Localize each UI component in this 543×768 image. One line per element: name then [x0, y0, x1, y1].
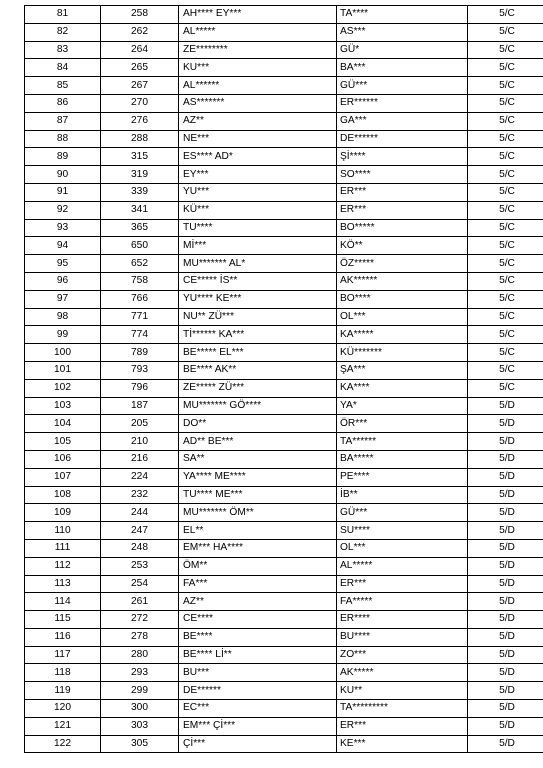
class-cell: 5/C: [468, 219, 543, 237]
table-row: [25, 130, 543, 148]
student-number-cell: 789: [101, 344, 179, 362]
row-number-cell: 98: [25, 308, 101, 326]
last-name-cell: YA*: [337, 397, 468, 415]
last-name-cell: PE****: [337, 468, 468, 486]
row-number-cell: 118: [25, 664, 101, 682]
class-cell: 5/D: [468, 468, 543, 486]
first-name-cell: CE****: [179, 611, 337, 629]
last-name-cell: GA***: [337, 112, 468, 130]
row-number-cell: 106: [25, 450, 101, 468]
class-cell: 5/C: [468, 148, 543, 166]
last-name-cell: ER***: [337, 201, 468, 219]
row-number-cell: 94: [25, 237, 101, 255]
student-number-cell: 771: [101, 308, 179, 326]
row-number-cell: 115: [25, 611, 101, 629]
student-number-cell: 267: [101, 77, 179, 95]
last-name-cell: SU****: [337, 522, 468, 540]
last-name-cell: FA*****: [337, 593, 468, 611]
last-name-cell: Şİ****: [337, 148, 468, 166]
student-number-cell: 280: [101, 646, 179, 664]
row-number-cell: 81: [25, 6, 101, 24]
table-row: [25, 700, 543, 718]
table-row: [25, 201, 543, 219]
first-name-cell: ES**** AD*: [179, 148, 337, 166]
student-number-cell: 758: [101, 272, 179, 290]
last-name-cell: BU****: [337, 628, 468, 646]
student-number-cell: 319: [101, 166, 179, 184]
student-number-cell: 264: [101, 41, 179, 59]
first-name-cell: EM*** Çİ***: [179, 717, 337, 735]
last-name-cell: GÜ***: [337, 504, 468, 522]
student-number-cell: 254: [101, 575, 179, 593]
last-name-cell: KÜ*******: [337, 344, 468, 362]
last-name-cell: AS***: [337, 23, 468, 41]
class-cell: 5/C: [468, 201, 543, 219]
last-name-cell: ZO***: [337, 646, 468, 664]
class-cell: 5/C: [468, 166, 543, 184]
table-row: [25, 611, 543, 629]
row-number-cell: 111: [25, 539, 101, 557]
student-number-cell: 258: [101, 6, 179, 24]
row-number-cell: 105: [25, 433, 101, 451]
last-name-cell: OL***: [337, 539, 468, 557]
first-name-cell: EL**: [179, 522, 337, 540]
student-number-cell: 341: [101, 201, 179, 219]
class-cell: 5/C: [468, 59, 543, 77]
table-row: [25, 575, 543, 593]
first-name-cell: YU**** KE***: [179, 290, 337, 308]
class-cell: 5/D: [468, 664, 543, 682]
last-name-cell: KU**: [337, 682, 468, 700]
class-cell: 5/C: [468, 361, 543, 379]
row-number-cell: 121: [25, 717, 101, 735]
student-number-cell: 766: [101, 290, 179, 308]
student-number-cell: 650: [101, 237, 179, 255]
student-number-cell: 303: [101, 717, 179, 735]
student-number-cell: 187: [101, 397, 179, 415]
class-cell: 5/C: [468, 130, 543, 148]
student-number-cell: 216: [101, 450, 179, 468]
first-name-cell: Çİ***: [179, 735, 337, 753]
class-cell: 5/C: [468, 237, 543, 255]
table-row: [25, 272, 543, 290]
last-name-cell: ÖR***: [337, 415, 468, 433]
first-name-cell: EM*** HA****: [179, 539, 337, 557]
table-row: [25, 94, 543, 112]
student-number-cell: 300: [101, 700, 179, 718]
table-row: [25, 237, 543, 255]
row-number-cell: 117: [25, 646, 101, 664]
class-cell: 5/C: [468, 23, 543, 41]
last-name-cell: GÜ*: [337, 41, 468, 59]
table-row: [25, 522, 543, 540]
class-cell: 5/D: [468, 504, 543, 522]
student-number-cell: 774: [101, 326, 179, 344]
class-cell: 5/D: [468, 539, 543, 557]
class-cell: 5/C: [468, 112, 543, 130]
last-name-cell: ER***: [337, 575, 468, 593]
table-row: [25, 539, 543, 557]
last-name-cell: AK******: [337, 272, 468, 290]
row-number-cell: 114: [25, 593, 101, 611]
table-row: [25, 450, 543, 468]
row-number-cell: 87: [25, 112, 101, 130]
table-row: [25, 6, 543, 24]
first-name-cell: EY***: [179, 166, 337, 184]
row-number-cell: 103: [25, 397, 101, 415]
first-name-cell: YU***: [179, 183, 337, 201]
class-cell: 5/D: [468, 433, 543, 451]
table-row: [25, 717, 543, 735]
row-number-cell: 99: [25, 326, 101, 344]
table-row: [25, 344, 543, 362]
row-number-cell: 85: [25, 77, 101, 95]
table-row: [25, 166, 543, 184]
last-name-cell: DE******: [337, 130, 468, 148]
table-row: [25, 23, 543, 41]
row-number-cell: 96: [25, 272, 101, 290]
class-cell: 5/D: [468, 415, 543, 433]
class-cell: 5/C: [468, 255, 543, 273]
table-row: [25, 290, 543, 308]
table-row: [25, 148, 543, 166]
class-cell: 5/C: [468, 308, 543, 326]
class-cell: 5/D: [468, 682, 543, 700]
student-number-cell: 253: [101, 557, 179, 575]
student-number-cell: 244: [101, 504, 179, 522]
class-cell: 5/D: [468, 593, 543, 611]
first-name-cell: EC***: [179, 700, 337, 718]
last-name-cell: ER******: [337, 94, 468, 112]
row-number-cell: 90: [25, 166, 101, 184]
first-name-cell: AL******: [179, 77, 337, 95]
row-number-cell: 108: [25, 486, 101, 504]
student-number-cell: 232: [101, 486, 179, 504]
student-number-cell: 262: [101, 23, 179, 41]
last-name-cell: KA****: [337, 379, 468, 397]
table-row: [25, 308, 543, 326]
student-number-cell: 293: [101, 664, 179, 682]
table-row: [25, 486, 543, 504]
table-row: [25, 646, 543, 664]
last-name-cell: TA****: [337, 6, 468, 24]
class-cell: 5/D: [468, 397, 543, 415]
table-row: [25, 593, 543, 611]
first-name-cell: AS*******: [179, 94, 337, 112]
first-name-cell: YA**** ME****: [179, 468, 337, 486]
student-number-cell: 652: [101, 255, 179, 273]
last-name-cell: SO****: [337, 166, 468, 184]
table-row: [25, 397, 543, 415]
row-number-cell: 120: [25, 700, 101, 718]
first-name-cell: DE******: [179, 682, 337, 700]
last-name-cell: BO****: [337, 290, 468, 308]
table-row: [25, 183, 543, 201]
class-cell: 5/D: [468, 486, 543, 504]
table-row: [25, 326, 543, 344]
first-name-cell: Mİ***: [179, 237, 337, 255]
row-number-cell: 91: [25, 183, 101, 201]
row-number-cell: 112: [25, 557, 101, 575]
first-name-cell: AH**** EY***: [179, 6, 337, 24]
student-number-cell: 278: [101, 628, 179, 646]
row-number-cell: 92: [25, 201, 101, 219]
class-cell: 5/D: [468, 611, 543, 629]
row-number-cell: 83: [25, 41, 101, 59]
table-row: [25, 735, 543, 753]
last-name-cell: KE***: [337, 735, 468, 753]
row-number-cell: 119: [25, 682, 101, 700]
class-cell: 5/D: [468, 628, 543, 646]
last-name-cell: KÖ**: [337, 237, 468, 255]
row-number-cell: 88: [25, 130, 101, 148]
row-number-cell: 100: [25, 344, 101, 362]
first-name-cell: BE***** EL***: [179, 344, 337, 362]
first-name-cell: FA***: [179, 575, 337, 593]
first-name-cell: MU******* GÖ****: [179, 397, 337, 415]
student-number-cell: 339: [101, 183, 179, 201]
student-number-cell: 793: [101, 361, 179, 379]
last-name-cell: ER***: [337, 717, 468, 735]
class-cell: 5/D: [468, 700, 543, 718]
last-name-cell: İB**: [337, 486, 468, 504]
row-number-cell: 84: [25, 59, 101, 77]
first-name-cell: AZ**: [179, 112, 337, 130]
last-name-cell: KA*****: [337, 326, 468, 344]
last-name-cell: OL***: [337, 308, 468, 326]
table-row: [25, 255, 543, 273]
class-cell: 5/C: [468, 41, 543, 59]
row-number-cell: 93: [25, 219, 101, 237]
table-row: [25, 468, 543, 486]
class-cell: 5/D: [468, 557, 543, 575]
table-row: [25, 219, 543, 237]
table-row: [25, 361, 543, 379]
row-number-cell: 122: [25, 735, 101, 753]
class-cell: 5/D: [468, 522, 543, 540]
student-number-cell: 796: [101, 379, 179, 397]
table-row: [25, 112, 543, 130]
class-cell: 5/C: [468, 94, 543, 112]
first-name-cell: AZ**: [179, 593, 337, 611]
table-row: [25, 379, 543, 397]
first-name-cell: MU******* ÖM**: [179, 504, 337, 522]
table-row: [25, 415, 543, 433]
table-row: [25, 433, 543, 451]
table-row: [25, 664, 543, 682]
first-name-cell: CE***** İS**: [179, 272, 337, 290]
student-list-table: [24, 5, 543, 753]
class-cell: 5/C: [468, 77, 543, 95]
row-number-cell: 95: [25, 255, 101, 273]
student-number-cell: 247: [101, 522, 179, 540]
row-number-cell: 107: [25, 468, 101, 486]
class-cell: 5/D: [468, 717, 543, 735]
last-name-cell: AK*****: [337, 664, 468, 682]
last-name-cell: AL*****: [337, 557, 468, 575]
student-number-cell: 270: [101, 94, 179, 112]
class-cell: 5/C: [468, 183, 543, 201]
class-cell: 5/C: [468, 6, 543, 24]
table-row: [25, 59, 543, 77]
student-number-cell: 261: [101, 593, 179, 611]
class-cell: 5/D: [468, 735, 543, 753]
first-name-cell: NU** ZÜ***: [179, 308, 337, 326]
student-number-cell: 272: [101, 611, 179, 629]
table-row: [25, 628, 543, 646]
student-number-cell: 224: [101, 468, 179, 486]
row-number-cell: 101: [25, 361, 101, 379]
first-name-cell: MU******* AL*: [179, 255, 337, 273]
student-number-cell: 276: [101, 112, 179, 130]
last-name-cell: ŞA***: [337, 361, 468, 379]
first-name-cell: AD** BE***: [179, 433, 337, 451]
row-number-cell: 82: [25, 23, 101, 41]
class-cell: 5/C: [468, 379, 543, 397]
last-name-cell: BO*****: [337, 219, 468, 237]
first-name-cell: TU****: [179, 219, 337, 237]
student-number-cell: 265: [101, 59, 179, 77]
table-row: [25, 557, 543, 575]
first-name-cell: ZE********: [179, 41, 337, 59]
last-name-cell: BA***: [337, 59, 468, 77]
table-row: [25, 504, 543, 522]
last-name-cell: GÜ***: [337, 77, 468, 95]
last-name-cell: ER****: [337, 611, 468, 629]
first-name-cell: ÖM**: [179, 557, 337, 575]
row-number-cell: 110: [25, 522, 101, 540]
row-number-cell: 89: [25, 148, 101, 166]
student-number-cell: 205: [101, 415, 179, 433]
student-number-cell: 305: [101, 735, 179, 753]
student-number-cell: 248: [101, 539, 179, 557]
class-cell: 5/D: [468, 450, 543, 468]
class-cell: 5/C: [468, 326, 543, 344]
row-number-cell: 113: [25, 575, 101, 593]
first-name-cell: TU**** ME***: [179, 486, 337, 504]
class-cell: 5/C: [468, 290, 543, 308]
last-name-cell: TA*********: [337, 700, 468, 718]
student-number-cell: 210: [101, 433, 179, 451]
row-number-cell: 102: [25, 379, 101, 397]
first-name-cell: BE**** AK**: [179, 361, 337, 379]
first-name-cell: BU***: [179, 664, 337, 682]
student-number-cell: 299: [101, 682, 179, 700]
first-name-cell: NE***: [179, 130, 337, 148]
row-number-cell: 86: [25, 94, 101, 112]
first-name-cell: ZE***** ZÜ***: [179, 379, 337, 397]
class-cell: 5/D: [468, 575, 543, 593]
class-cell: 5/D: [468, 646, 543, 664]
last-name-cell: ER***: [337, 183, 468, 201]
student-number-cell: 365: [101, 219, 179, 237]
class-cell: 5/C: [468, 272, 543, 290]
row-number-cell: 104: [25, 415, 101, 433]
last-name-cell: BA*****: [337, 450, 468, 468]
table-row: [25, 41, 543, 59]
row-number-cell: 116: [25, 628, 101, 646]
last-name-cell: ÖZ*****: [337, 255, 468, 273]
first-name-cell: SA**: [179, 450, 337, 468]
first-name-cell: Tİ****** KA***: [179, 326, 337, 344]
row-number-cell: 97: [25, 290, 101, 308]
student-list-body: [25, 6, 543, 753]
last-name-cell: TA******: [337, 433, 468, 451]
first-name-cell: BE****: [179, 628, 337, 646]
table-row: [25, 77, 543, 95]
student-number-cell: 315: [101, 148, 179, 166]
first-name-cell: DO**: [179, 415, 337, 433]
first-name-cell: KU***: [179, 59, 337, 77]
class-cell: 5/C: [468, 344, 543, 362]
table-row: [25, 682, 543, 700]
first-name-cell: KÜ***: [179, 201, 337, 219]
row-number-cell: 109: [25, 504, 101, 522]
student-number-cell: 288: [101, 130, 179, 148]
first-name-cell: AL*****: [179, 23, 337, 41]
first-name-cell: BE**** Lİ**: [179, 646, 337, 664]
